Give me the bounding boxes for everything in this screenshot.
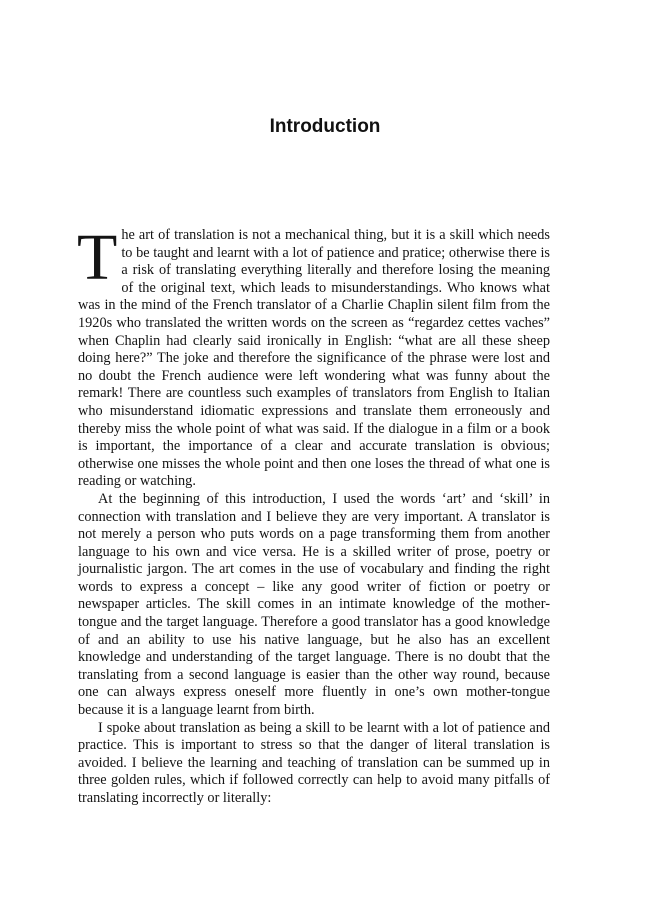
paragraph-2: At the beginning of this introduction, I used the words ‘art’ and ‘skill’ in connection with translation and I believe they are very important. A translator is not merely a person who puts words on a page transforming them from another language to his own and vice versa. He is a skilled writer of prose, poetry or journalistic jargon. The art comes in the use of vocabulary and finding the right words to express a concept – like any good writer of fiction or poetry or newspaper articles. The skill comes in an intimate knowledge of the mother-tongue and the target language. Therefore a good translator has a good knowledge of and an ability to use his native language, but he also has an excellent knowledge and understanding of the target language. There is no doubt that the translating from a second language is easier than the other way round, because one can always express oneself more fluently in one’s own mother-tongue because it is a language learnt from birth.	[78, 490, 550, 719]
paragraph-1	[77, 221, 550, 491]
paragraph-1-text: he art of translation is not a mechanical thing, but it is a skill which needs to be taught and learnt with a lot of patience and pratice; otherwise there is a risk of translating everything literally and therefore losing the meaning of the original text, which leads to misunderstandings. Who knows what was in the mind of the French translator of a Charlie Chaplin silent film from the 1920s who translated the written words on the screen as “regardez cettes vaches” when Chaplin had clearly said ironically in English: “what are all these sheep doing here?” The joke and therefore the significance of the phrase were lost and no doubt the French audience were left wondering what was funny about the remark! There are countless such examples of translators from English to Italian who misunderstand idiomatic expressions and translate them erroneously and thereby miss the whole point of what was said. If the dialogue in a film or a book is important, the importance of a clear and accurate translation is obvious; otherwise one misses the whole point and then one loses the thread of what one is reading or watching.	[78, 227, 550, 490]
paragraph-3: I spoke about translation as being a skill to be learnt with a lot of patience and practice. This is important to stress so that the danger of literal translation is avoided. I believe the learning and teaching of translation can be summed up in three golden rules, which if followed correctly can help to avoid many pitfalls of translating incorrectly or literally:	[78, 719, 550, 806]
body-text	[77, 221, 550, 808]
drop-cap: T	[77, 221, 118, 294]
page-title: Introduction	[269, 116, 381, 137]
